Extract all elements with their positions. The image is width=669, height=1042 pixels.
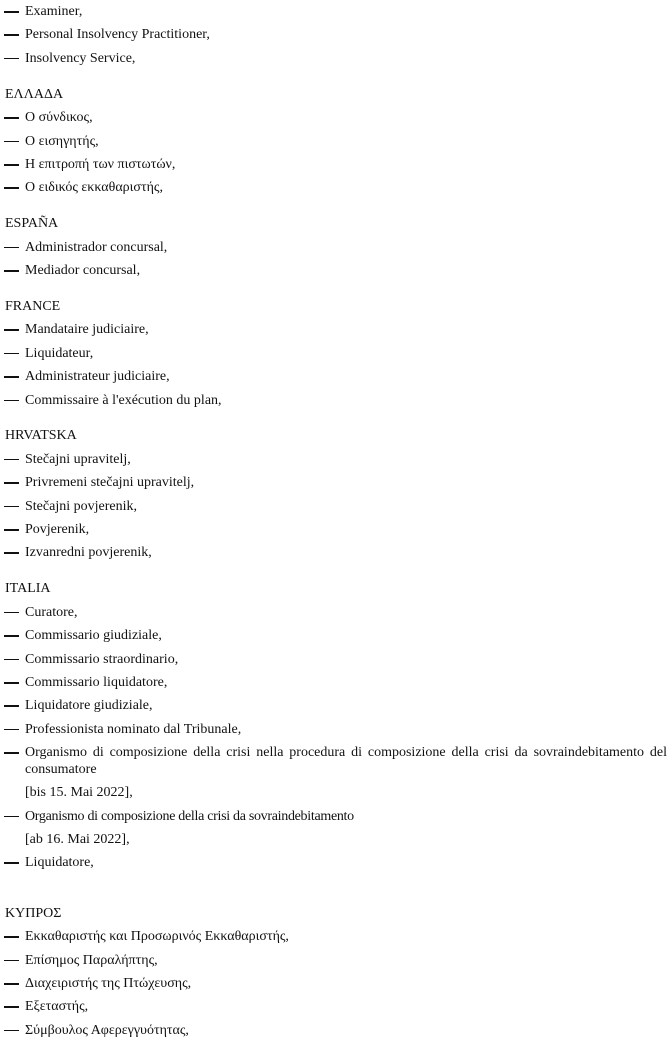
list-item (0, 1019, 669, 1042)
date-note: [ab 16. Mai 2022], (25, 832, 130, 847)
item-text: Administrateur judiciaire, (25, 369, 170, 385)
list-item (0, 259, 669, 282)
item-text: Liquidatore, (25, 855, 94, 871)
item-text: Commissario giudiziale, (25, 628, 162, 644)
list-item (0, 949, 669, 972)
item-text: Commissario liquidatore, (25, 674, 168, 690)
list-item-long (0, 741, 669, 781)
section-france (0, 295, 669, 412)
item-text: Εκκαθαριστής και Προσωρινός Εκκαθαριστής, (25, 929, 289, 945)
date-note: [bis 15. Mai 2022], (25, 785, 133, 801)
list-item (0, 805, 669, 828)
country-heading: ESPAÑA (5, 216, 59, 232)
list-item (0, 624, 669, 647)
section-italy (0, 577, 669, 874)
item-text: Σύμβουλος Αφερεγγυότητας, (25, 1022, 189, 1038)
item-text: Ο ειδικός εκκαθαριστής, (25, 180, 163, 196)
item-text: Professionista nominato dal Tribunale, (25, 721, 242, 737)
item-text: Επίσημος Παραλήπτης, (25, 952, 158, 968)
item-text: Administrador concursal, (25, 239, 168, 255)
item-text: Εξεταστής, (25, 999, 89, 1015)
country-heading: ΕΛΛΑΔΑ (5, 86, 64, 102)
item-text: Stečajni povjerenik, (25, 498, 137, 514)
list-item (0, 236, 669, 259)
section-croatia (0, 424, 669, 564)
list-item (0, 176, 669, 199)
list-item (0, 671, 669, 694)
item-text: Ο σύνδικος, (25, 110, 93, 126)
list-item (0, 106, 669, 129)
item-text: Διαχειριστής της Πτώχευσης, (25, 976, 192, 991)
section-ireland-continued (0, 0, 669, 70)
list-item (0, 495, 669, 518)
item-text: Commissaire à l'exécution du plan, (25, 392, 222, 408)
item-text: Mandataire judiciaire, (25, 322, 149, 338)
list-item (0, 365, 669, 388)
item-text: Mediador concursal, (25, 263, 141, 279)
section-spain (0, 212, 669, 282)
item-text: Ο εισηγητής, (25, 133, 99, 149)
list-item (0, 972, 669, 995)
item-text: Izvanredni povjerenik, (25, 545, 152, 561)
item-text: Privremeni stečajni upravitelj, (25, 475, 195, 491)
list-item (0, 851, 669, 874)
item-text: Organismo di composizione della crisi nella procedura di composizione della crisi da sovraindebitamento del consumatore (25, 745, 667, 778)
item-text: Commissario straordinario, (25, 651, 179, 667)
list-item (0, 648, 669, 671)
list-item (0, 318, 669, 341)
list-item (0, 925, 669, 948)
list-item (0, 541, 669, 564)
list-item (0, 342, 669, 365)
item-text: Liquidatore giudiziale, (25, 698, 153, 714)
list-item (0, 718, 669, 741)
section-greece (0, 83, 669, 200)
item-text: Curatore, (25, 604, 78, 620)
list-item (0, 448, 669, 471)
country-heading: HRVATSKA (5, 428, 77, 444)
list-item (0, 130, 669, 153)
item-text: Liquidateur, (25, 345, 94, 361)
list-item (0, 389, 669, 412)
item-text: Stečajni upravitelj, (25, 451, 131, 467)
list-item (0, 0, 669, 23)
country-heading: ΚΥΠΡΟΣ (5, 905, 62, 921)
list-item (0, 23, 669, 46)
item-text: Organismo di composizione della crisi da sovraindebitamento (25, 808, 354, 824)
item-text: Insolvency Service, (25, 50, 136, 66)
item-text: Personal Insolvency Practitioner, (25, 27, 210, 43)
item-text: Povjerenik, (25, 522, 90, 538)
item-text: Examiner, (25, 4, 83, 19)
list-item (0, 518, 669, 541)
item-text: Η επιτροπή των πιστωτών, (25, 156, 176, 172)
list-item (0, 471, 669, 494)
list-item (0, 694, 669, 717)
list-item (0, 601, 669, 624)
list-item (0, 153, 669, 176)
country-heading: ITALIA (5, 581, 51, 597)
list-item (0, 995, 669, 1018)
list-item (0, 47, 669, 70)
country-heading: FRANCE (5, 298, 61, 314)
